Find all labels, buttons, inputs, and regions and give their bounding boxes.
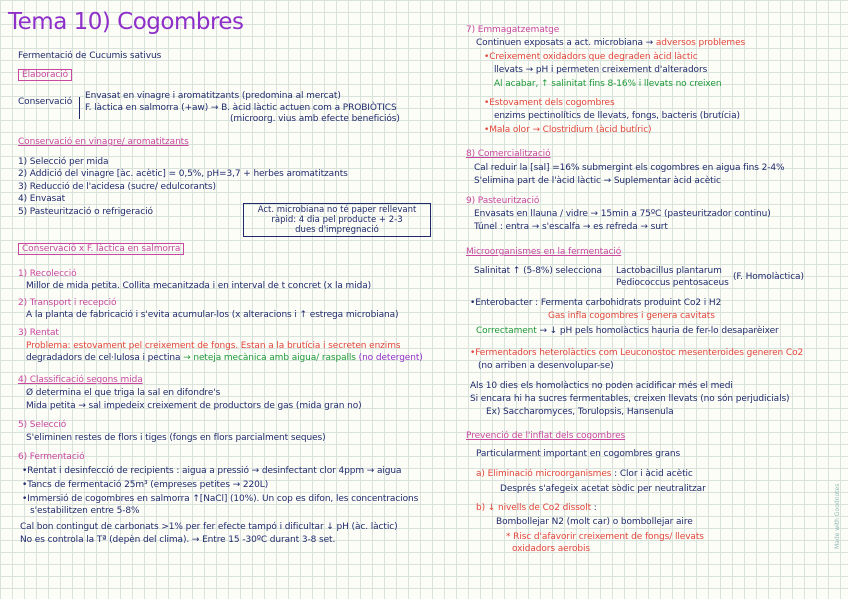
step-7-bullet-3: • Mala olor → Clostridium (àcid butíric) [484, 125, 651, 136]
goodnotes-watermark: Made with Goodnotes [834, 483, 841, 549]
inflat-b [476, 503, 597, 514]
vinagre-step-3: 3) Reducció de l'acidesa (sucre/ edulcorants) [18, 182, 216, 192]
no-detergent-text: (no detergent) [355, 353, 423, 363]
step-7-bullet-2: • Estovament dels cogombres [484, 98, 615, 109]
step-9-heading: 9) Pasteurització [466, 196, 540, 206]
step-7-bullet-1-cont-2: Al acabar, ↑ salinitat fins 8-16% i llevats no creixen [494, 79, 722, 89]
heading-inflat: Prevenció de l'inflat dels cogombres [466, 431, 626, 441]
note-line-2: ràpid: 4 dia pel producte + 2-3 [271, 215, 403, 225]
vinagre-step-4: 4) Envasat [18, 194, 66, 204]
correct-rest: → ↓ pH pels homolàctics hauria de fer-lo desaparèixer [536, 326, 779, 336]
note-line-3: dues d'impregnació [295, 225, 379, 235]
heading-salmorra-label: Conservació x F. làctica en salmorra [18, 243, 184, 255]
step-8-text-2: S'elimina part de l'àcid làctic → Suplementar àcid acètic [474, 176, 721, 186]
micro-species-2: Pediococcus pentosaceus [616, 278, 729, 288]
step-3-text-1 [26, 341, 400, 352]
inflat-b-cont-2: * Risc d'afavorir creixement de fongs/ llevats [506, 532, 704, 542]
problem-label: Problema: [26, 341, 71, 351]
micro-text-2: Als 10 dies els homolàctics no poden acidificar més el medi [470, 381, 733, 391]
inflat-a-label: a) Eliminació microorganismes [476, 469, 612, 479]
micro-bullet-1: • Enterobacter : Fermenta carbohidrats produint Co2 i H2 [470, 298, 721, 309]
step-4-heading: 4) Classificació segons mida [18, 375, 143, 385]
heading-elaboracio-label: Elaboració [18, 69, 72, 81]
conservacio-label: Conservació [18, 97, 73, 107]
heading-microorganismes: Microorganismes en la fermentació [466, 247, 622, 257]
step-4-text-2: Mida petita → sal impedeix creixement de productors de gas (mida gran no) [26, 401, 362, 411]
step-5-text: S'eliminen restes de flors i tiges (fongs en flors parcialment seques) [26, 433, 326, 443]
heading-salmorra [18, 244, 184, 255]
step-6-bullet-3-cont: s'estabilitzen entre 5-8% [30, 506, 140, 516]
inflat-a-cont: Després s'afegeix acetat sòdic per neutralitzar [500, 484, 706, 494]
inflat-b-label: b) ↓ nivells de Co2 dissolt [476, 503, 592, 513]
micro-bullet-2: • Fermentadors heterolàctics com Leuconostoc mesenteroides generen Co2 [470, 348, 803, 359]
step-2-text: A la planta de fabricació i s'evita acumular-los (x alteracions i ↑ estrega microbiana) [26, 310, 399, 320]
inflat-a [476, 469, 693, 480]
step-7-heading: 7) Emmagatzematge [466, 25, 560, 35]
problem-text: estovament pel creixement de fongs. Estan a la brutícia i secreten enzims [70, 341, 401, 351]
correct-label: Correctament [476, 326, 537, 336]
inflat-b-cont-3: oxidadors aerobis [512, 544, 591, 554]
elaboracio-line-3: (microorg. vius amb efecte beneficiós) [230, 114, 400, 124]
step-6-heading: 6) Fermentació [18, 452, 85, 462]
step-3-heading: 3) Rentat [18, 328, 59, 338]
heading-elaboracio [18, 70, 72, 81]
cleaning-text: → neteja mecànica amb aigua/ raspalls [180, 353, 356, 363]
page-title: Tema 10) Cogombres [8, 9, 244, 35]
micro-gas-text: Gas infla cogombres i genera cavitats [548, 311, 715, 321]
arrow-icon: → [645, 38, 654, 48]
step-7-text [476, 38, 745, 49]
heading-vinagre: Conservació en vinagre/ aromatitzants [18, 137, 189, 147]
micro-text-1: Salinitat ↑ (5-8%) selecciona [474, 266, 602, 276]
step-9-text-1: Envasats en llauna / vidre → 15min a 75ºC (pasteuritzador continu) [474, 209, 771, 219]
step-7-bullet-1-cont: llevats → pH i permeten creixement d'alteradors [494, 65, 708, 75]
micro-correct-text [476, 326, 779, 337]
step-3-text-2 [26, 353, 423, 364]
step-1-text: Millor de mida petita. Collita mecanitzada i en interval de t concret (x la mida) [26, 281, 372, 291]
step-9-text-2: Túnel : entra → s'escalfa → es refreda → surt [474, 222, 668, 232]
step-6-text-2: No es controla la Tª (depèn del clima). → Entre 15 -30ºC durant 3-8 set. [20, 535, 336, 545]
step-5-heading: 5) Selecció [18, 420, 67, 430]
inflat-b-cont-1: Bombollejar N2 (molt car) o bombollejar aire [496, 517, 693, 527]
inflat-a-rest: : Clor i àcid acètic [611, 469, 693, 479]
micro-species-1: Lactobacillus plantarum [616, 266, 722, 276]
elaboracio-line-1: Envasat en vinagre i aromatitzants (predomina al mercat) [85, 91, 341, 101]
step-6-bullet-1: • Rentat i desinfecció de recipients : aigua a pressió → desinfectant clor 4ppm → aigua [22, 466, 401, 477]
bracket-divider [79, 97, 80, 119]
elaboracio-line-2: F. làctica en salmorra (+aw) → B. àcid làctic actuen com a PROBIÒTICS [85, 103, 397, 113]
inflat-text-1: Particularment important en cogombres grans [476, 449, 681, 459]
micro-text-3: Si encara hi ha sucres fermentables, creixen llevats (no són perjudicials) [470, 394, 790, 404]
step-6-bullet-3: • Immersió de cogombres en salmorra ↑[NaCl] (10%). Un cop es difon, les concentracions [22, 494, 418, 505]
step-7-bullet-1: • Creixement oxidadors que degraden àcid làctic [484, 52, 698, 63]
note-box [243, 203, 431, 237]
vinagre-step-1: 1) Selecció per mida [18, 157, 109, 167]
step-2-heading: 2) Transport i recepció [18, 298, 117, 308]
vinagre-step-2: 2) Addició del vinagre [àc. acètic] = 0,5%, pH=3,7 + herbes aromatitzants [18, 169, 348, 179]
step-6-text-1: Cal bon contingut de carbonats >1% per fer efecte tampó i dificultar ↓ pH (àc. làctic) [20, 522, 398, 532]
step-7-text-main: Continuen exposats a act. microbiana [476, 38, 643, 48]
degraders-text: degradadors de cel·lulosa i pectina [26, 353, 181, 363]
step-4-text-1: Ø determina el que triga la sal en difondre's [26, 388, 221, 398]
step-8-text-1: Cal reduir la [sal] =16% submergint els cogombres en aigua fins 2-4% [474, 163, 785, 173]
micro-bullet-2-cont: (no arriben a desenvolupar-se) [478, 361, 614, 371]
vinagre-step-5: 5) Pasteurització o refrigeració [18, 207, 153, 217]
micro-homolactic: (F. Homolàctica) [733, 272, 804, 282]
micro-text-4: Ex) Saccharomyces, Torulopsis, Hansenula [486, 407, 674, 417]
step-1-heading: 1) Recolecció [18, 269, 77, 279]
step-7-text-problems: adversos problemes [655, 38, 746, 48]
inflat-b-rest: : [591, 503, 597, 513]
note-line-1: Act. microbiana no té paper rellevant [257, 205, 417, 215]
step-6-bullet-2: • Tancs de fermentació 25m³ (empreses petites → 220L) [22, 480, 268, 491]
step-7-bullet-2-cont: enzims pectinolítics de llevats, fongs, bacteris (brutícia) [494, 111, 740, 121]
step-8-heading: 8) Comercialització [466, 149, 551, 159]
subtitle: Fermentació de Cucumis sativus [18, 51, 162, 61]
